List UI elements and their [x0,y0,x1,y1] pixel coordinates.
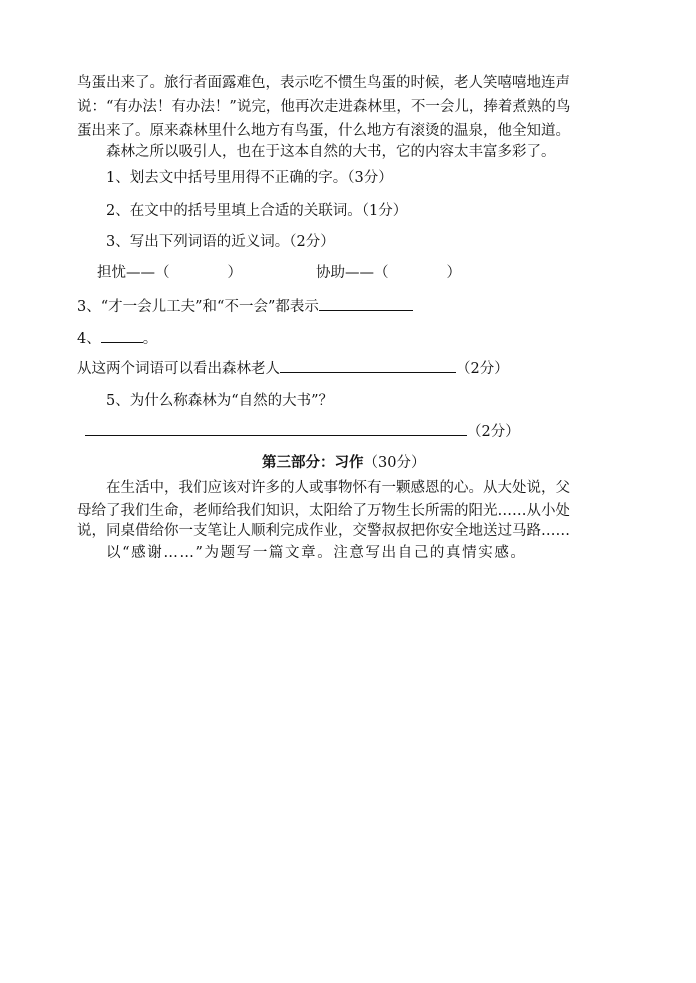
question-5-answer [85,421,520,442]
synonym-word-xiezhu: 协助——（ [316,265,389,281]
question-4 [77,296,413,317]
question-4b-end: 。 [142,331,158,347]
essay-line-4: 以“感谢……”为题写一篇文章。注意写出自己的真情实感。 [106,545,527,561]
question-4-blank[interactable] [319,296,413,311]
story-line-3: 蛋出来了。原来森林里什么地方有鸟蛋，什么地方有滚烫的温泉，他全知道。 [77,123,570,139]
question-1: 1、划去文中括号里用得不正确的字。（3分） [106,170,393,186]
section-3-title-score: （30分） [363,455,426,471]
question-5: 5、为什么称森林为“自然的大书”？ [106,393,334,409]
section-3-title [262,453,425,473]
question-5-blank[interactable] [85,421,467,436]
question-4c [77,358,509,379]
synonym-item-xiezhu [316,263,461,283]
question-4c-text: 从这两个词语可以看出森林老人 [77,361,280,377]
question-5-score: （2分） [467,424,520,440]
synonym-close-xiezhu: ） [446,265,461,281]
question-3: 3、写出下列词语的近义词。（2分） [106,234,335,250]
question-4b-text: 4、 [77,331,101,347]
question-4-text: 3、“才一会儿工夫”和“不一会”都表示 [77,299,319,315]
story-line-4: 森林之所以吸引人，也在于这本自然的大书，它的内容太丰富多彩了。 [106,144,556,160]
synonym-word-danyou: 担忧——（ [97,265,170,281]
question-4b [77,328,157,349]
essay-line-3: 说，同桌借给你一支笔让人顺利完成作业，交警叔叔把你安全地送过马路…… [77,523,570,539]
essay-line-2: 母给了我们生命，老师给我们知识，太阳给了万物生长所需的阳光……从小处 [77,503,570,519]
question-4c-blank[interactable] [280,358,456,373]
essay-line-1: 在生活中，我们应该对许多的人或事物怀有一颗感恩的心。从大处说，父 [106,480,570,496]
question-2: 2、在文中的括号里填上合适的关联词。（1分） [106,203,408,219]
story-line-1: 鸟蛋出来了。旅行者面露难色，表示吃不惯生鸟蛋的时候，老人笑嘻嘻地连声 [77,75,570,91]
synonym-item-danyou [97,263,242,283]
question-4b-blank[interactable] [101,328,143,343]
question-4c-score: （2分） [456,361,509,377]
section-3-title-bold: 第三部分：习作 [262,454,364,471]
synonym-close-danyou: ） [227,265,242,281]
story-line-2: 说：“有办法！有办法！”说完，他再次走进森林里，不一会儿，捧着煮熟的鸟 [77,99,571,115]
